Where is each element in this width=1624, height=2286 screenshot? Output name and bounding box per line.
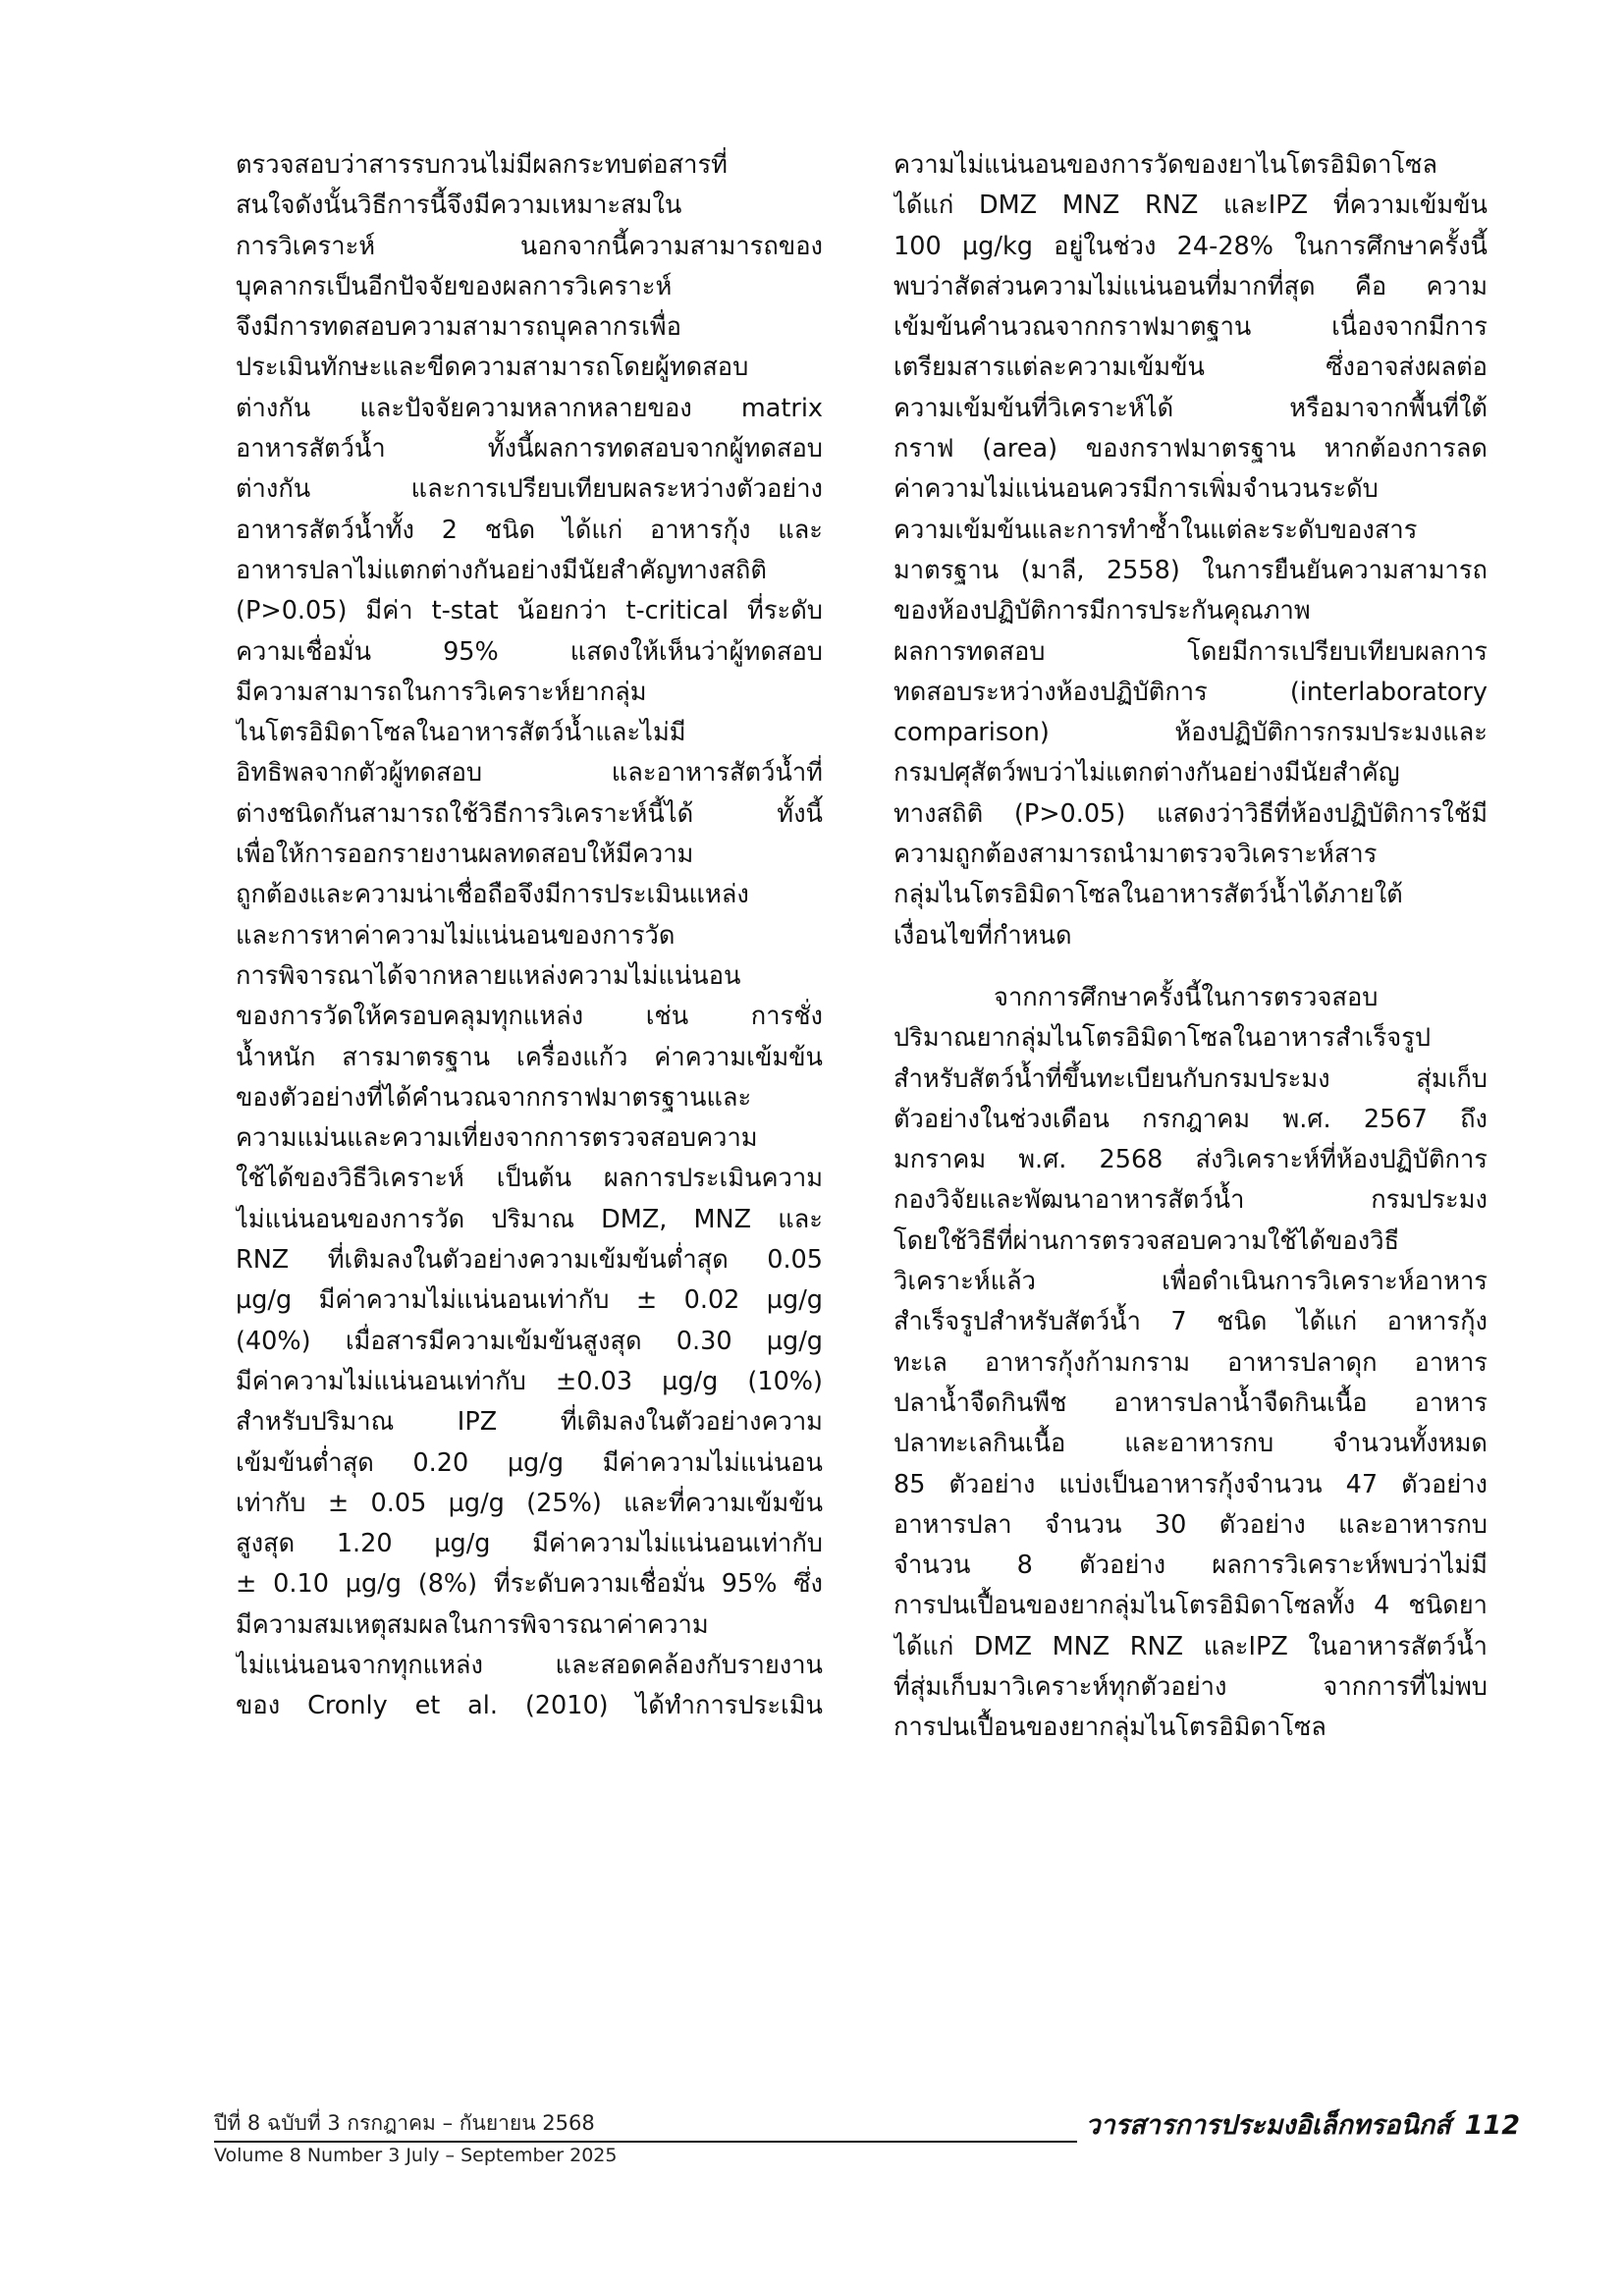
text-line: สำหรับปริมาณ IPZ ที่เติมลงในตัวอย่างความ [236, 1407, 823, 1438]
text-line: ความถูกต้องสามารถนำมาตรวจวิเคราะห์สาร [893, 840, 1378, 870]
text-line: ผลการทดสอบ โดยมีการเปรียบเทียบผลการ [893, 636, 1488, 667]
text-line: อาหารปลา จำนวน 30 ตัวอย่าง และอาหารกบ [893, 1509, 1488, 1540]
text-line: การพิจารณาได้จากหลายแหล่งความไม่แน่นอน [236, 960, 741, 991]
text-line: ต่างกัน และการเปรียบเทียบผลระหว่างตัวอย่าง [236, 474, 823, 505]
text-line: มกราคม พ.ศ. 2568 ส่งวิเคราะห์ที่ห้องปฏิบัติการ [893, 1145, 1488, 1175]
text-line: จำนวน 8 ตัวอย่าง ผลการวิเคราะห์พบว่าไม่มี [893, 1551, 1488, 1581]
text-line: เข้มข้นต่ำสุด 0.20 µg/g มีค่าความไม่แน่นอน [236, 1447, 823, 1478]
text-line: ความเข้มข้นและการทำซ้ำในแต่ละระดับของสาร [893, 515, 1418, 545]
text-line: ความไม่แน่นอนของการวัดของยาไนโตรอิมิดาโซล [893, 150, 1438, 180]
text-line: บุคลากรเป็นอีกปัจจัยของผลการวิเคราะห์ [236, 271, 673, 301]
text-line: (40%) เมื่อสารมีความเข้มข้นสูงสุด 0.30 µg/g [236, 1326, 823, 1356]
text-line: ของห้องปฏิบัติการมีการประกันคุณภาพ [893, 596, 1311, 626]
text-line: สูงสุด 1.20 µg/g มีค่าความไม่แน่นอนเท่ากับ [236, 1529, 823, 1559]
text-line: ปลาน้ำจืดกินพืช อาหารปลาน้ำจืดกินเนื้อ อาหาร [893, 1388, 1488, 1418]
text-line: ต่างกัน และปัจจัยความหลากหลายของ matrix [236, 393, 823, 423]
text-line: µg/g มีค่าความไม่แน่นอนเท่ากับ ± 0.02 µg/g [236, 1285, 823, 1316]
text-line: ตัวอย่างในช่วงเดือน กรกฎาคม พ.ศ. 2567 ถึง [893, 1104, 1488, 1134]
text-line: ที่สุ่มเก็บมาวิเคราะห์ทุกตัวอย่าง จากการที่ไม่พบ [893, 1671, 1488, 1702]
text-line: โดยใช้วิธีที่ผ่านการตรวจสอบความใช้ได้ของวิธี [893, 1225, 1400, 1256]
text-line: ของการวัดให้ครอบคลุมทุกแหล่ง เช่น การชั่ง [236, 1002, 823, 1032]
text-line: RNZ ที่เติมลงในตัวอย่างความเข้มข้นต่ำสุด 0.05 [236, 1245, 823, 1276]
text-line: 100 µg/kg อยู่ในช่วง 24-28% ในการศึกษาครั้งนี้ [893, 231, 1488, 261]
text-line: ใช้ได้ของวิธีวิเคราะห์ เป็นต้น ผลการประเมินความ [236, 1164, 823, 1194]
text-line: comparison) ห้องปฏิบัติการกรมประมงและ [893, 718, 1488, 748]
text-line: ไม่แน่นอนของการวัด ปริมาณ DMZ, MNZ และ [236, 1204, 823, 1234]
text-line: สำเร็จรูปสำหรับสัตว์น้ำ 7 ชนิด ได้แก่ อาหารกุ้ง [893, 1307, 1488, 1337]
paragraph-gap [893, 956, 1488, 978]
text-line: ± 0.10 µg/g (8%) ที่ระดับความเชื่อมั่น 95% ซึ่ง [236, 1569, 823, 1600]
text-line: เข้มข้นคำนวณจากกราฟมาตฐาน เนื่องจากมีการ [893, 312, 1488, 343]
text-line: ทางสถิติ (P>0.05) แสดงว่าวิธีที่ห้องปฏิบัติการใช้มี [893, 798, 1488, 829]
text-line: กราฟ (area) ของกราฟมาตรฐาน หากต้องการลด [893, 434, 1488, 464]
text-line: เพื่อให้การออกรายงานผลทดสอบให้มีความ [236, 840, 694, 870]
left-column [236, 145, 823, 1727]
text-line: มีความสมเหตุสมผลในการพิจารณาค่าความ [236, 1609, 709, 1640]
text-line: เตรียมสารแต่ละความเข้มข้น ซึ่งอาจส่งผลต่อ [893, 353, 1488, 383]
text-line: ปลาทะเลกินเนื้อ และอาหารกบ จำนวนทั้งหมด [893, 1429, 1488, 1459]
text-line: ถูกต้องและความน่าเชื่อถือจึงมีการประเมินแหล่ง [236, 880, 749, 910]
right-paragraph-2 [893, 978, 1488, 1749]
text-line: การวิเคราะห์ นอกจากนี้ความสามารถของ [236, 231, 823, 261]
text-line: สนใจดังนั้นวิธีการนี้จึงมีความเหมาะสมใน [236, 190, 682, 221]
text-line: ความเข้มข้นที่วิเคราะห์ได้ หรือมาจากพื้นที่ใต้ [893, 393, 1488, 423]
text-line: ค่าความไม่แน่นอนควรมีการเพิ่มจำนวนระดับ [893, 474, 1379, 505]
text-line: สำหรับสัตว์น้ำที่ขึ้นทะเบียนกับกรมประมง สุ่มเก็บ [893, 1063, 1488, 1094]
text-line: และการหาค่าความไม่แน่นอนของการวัด [236, 920, 676, 951]
text-line: มาตรฐาน (มาลี, 2558) ในการยืนยันความสามารถ [893, 555, 1488, 585]
text-line: ของตัวอย่างที่ได้คำนวณจากกราฟมาตรฐานและ [236, 1082, 752, 1113]
text-line: กองวิจัยและพัฒนาอาหารสัตว์น้ำ กรมประมง [893, 1185, 1488, 1216]
right-paragraph-1 [893, 145, 1488, 956]
text-line: (P>0.05) มีค่า t-stat น้อยกว่า t-critical ที่ระดับ [236, 596, 823, 626]
issue-info-thai: ปีที่ 8 ฉบับที่ 3 กรกฎาคม – กันยายน 2568 [214, 2111, 595, 2135]
text-line: อาหารสัตว์น้ำทั้ง 2 ชนิด ได้แก่ อาหารกุ้ง และ [236, 515, 823, 545]
text-line: ความเชื่อมั่น 95% แสดงให้เห็นว่าผู้ทดสอบ [236, 636, 823, 667]
text-line: จึงมีการทดสอบความสามารถบุคลากรเพื่อ [236, 312, 681, 343]
text-line: ปริมาณยากลุ่มไนโตรอิมิดาโซลในอาหารสำเร็จรูป [893, 1023, 1432, 1054]
journal-title: วารสารการประมงอิเล็กทรอนิกส์ [1085, 2110, 1451, 2141]
text-line: ทดสอบระหว่างห้องปฏิบัติการ (interlaboratory [893, 677, 1488, 707]
text-line: อิทธิพลจากตัวผู้ทดสอบ และอาหารสัตว์น้ำที่ [236, 758, 823, 789]
text-line: การปนเปื้อนของยากลุ่มไนโตรอิมิดาโซล [893, 1713, 1326, 1743]
text-line: การปนเปื้อนของยากลุ่มไนโตรอิมิดาโซลทั้ง 4 ชนิดยา [893, 1591, 1488, 1621]
text-line: ความแม่นและความเที่ยงจากการตรวจสอบความ [236, 1123, 758, 1154]
text-line: ไม่แน่นอนจากทุกแหล่ง และสอดคล้องกับรายงาน [236, 1650, 823, 1680]
text-line: มีความสามารถในการวิเคราะห์ยากลุ่ม [236, 677, 647, 707]
text-line: เงื่อนไขที่กำหนด [893, 920, 1072, 951]
text-line: น้ำหนัก สารมาตรฐาน เครื่องแก้ว ค่าความเข้มข้น [236, 1042, 823, 1072]
text-line: กรมปศุสัตว์พบว่าไม่แตกต่างกันอย่างมีนัยสำคัญ [893, 758, 1400, 789]
text-line: ต่างชนิดกันสามารถใช้วิธีการวิเคราะห์นี้ได้ ทั้งนี้ [236, 798, 823, 829]
text-line: ได้แก่ DMZ MNZ RNZ และIPZ ที่ความเข้มข้น [893, 190, 1488, 221]
text-line: อาหารปลาไม่แตกต่างกันอย่างมีนัยสำคัญทางสถิติ [236, 555, 767, 585]
text-line: จากการศึกษาครั้งนี้ในการตรวจสอบ [994, 982, 1379, 1012]
text-line: ประเมินทักษะและขีดความสามารถโดยผู้ทดสอบ [236, 353, 749, 383]
text-line: ของ Cronly et al. (2010) ได้ทำการประเมิน [236, 1691, 823, 1721]
page-number: 112 [1464, 2110, 1520, 2141]
text-line: อาหารสัตว์น้ำ ทั้งนี้ผลการทดสอบจากผู้ทดสอบ [236, 434, 823, 464]
text-line: พบว่าสัดส่วนความไม่แน่นอนที่มากที่สุด คือ ความ [893, 271, 1488, 301]
journal-name [1077, 2103, 1520, 2146]
text-line: ทะเล อาหารกุ้งก้ามกราม อาหารปลาดุก อาหาร [893, 1347, 1488, 1378]
issue-info-english: Volume 8 Number 3 July – September 2025 [214, 2145, 618, 2166]
text-line: วิเคราะห์แล้ว เพื่อดำเนินการวิเคราะห์อาหาร [893, 1267, 1488, 1297]
text-line: ได้แก่ DMZ MNZ RNZ และIPZ ในอาหารสัตว์น้ำ [893, 1631, 1488, 1661]
text-line: ตรวจสอบว่าสารรบกวนไม่มีผลกระทบต่อสารที่ [236, 150, 728, 180]
text-line: เท่ากับ ± 0.05 µg/g (25%) และที่ความเข้มข้น [236, 1488, 823, 1518]
text-line: กลุ่มไนโตรอิมิดาโซลในอาหารสัตว์น้ำได้ภายใต้ [893, 880, 1403, 910]
text-line: มีค่าความไม่แน่นอนเท่ากับ ±0.03 µg/g (10%) [236, 1366, 823, 1396]
text-line: ไนโตรอิมิดาโซลในอาหารสัตว์น้ำและไม่มี [236, 718, 686, 748]
text-line: 85 ตัวอย่าง แบ่งเป็นอาหารกุ้งจำนวน 47 ตัวอย่าง [893, 1469, 1488, 1499]
right-column [893, 145, 1488, 1749]
page-footer [214, 2107, 1520, 2186]
